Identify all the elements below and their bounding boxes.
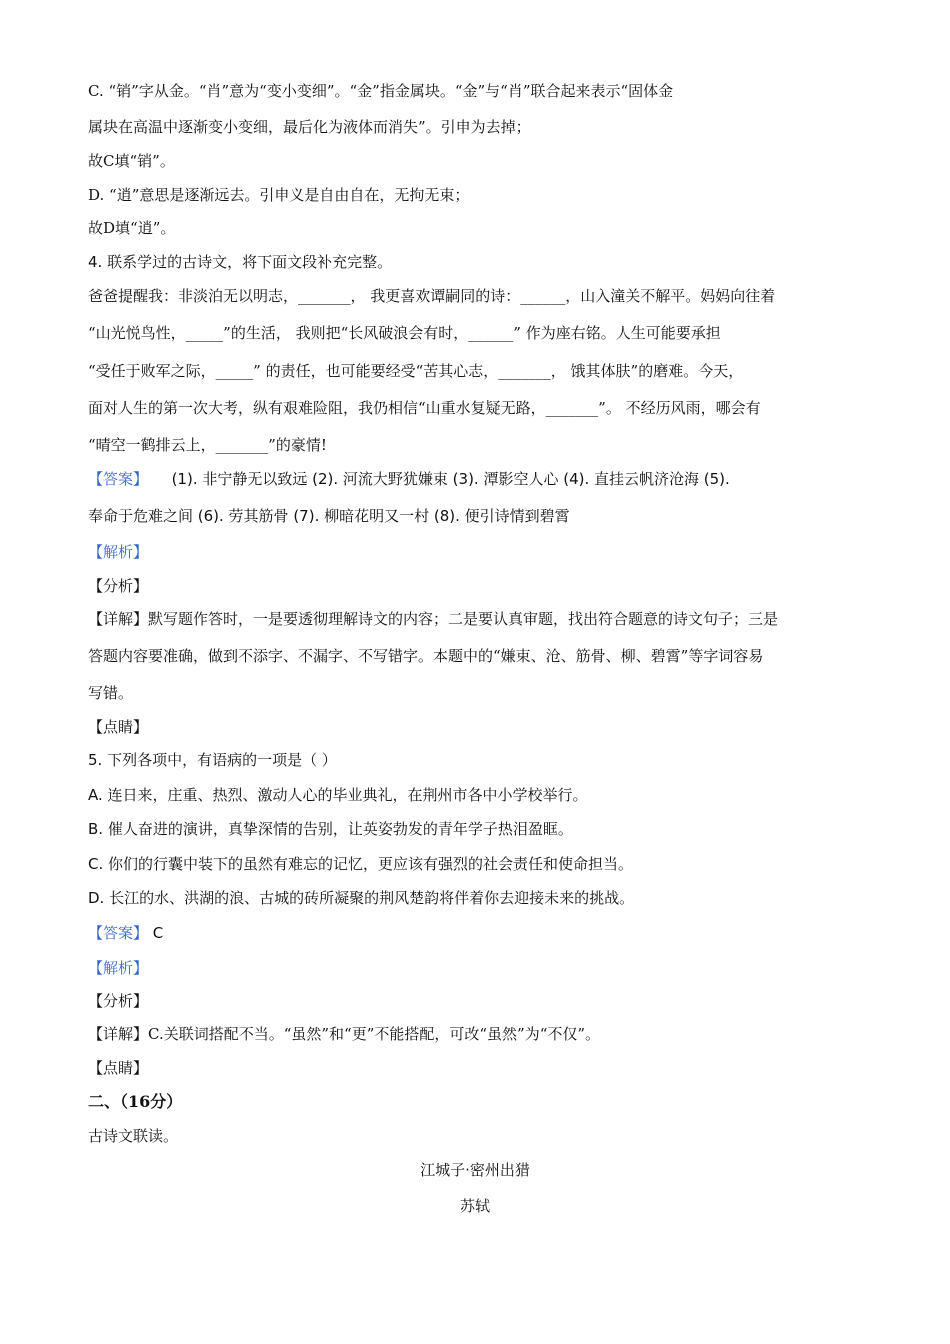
- q4-passage-line-1: 爸爸提醒我：非淡泊无以明志，_______， 我更喜欢谭嗣同的诗：______，山入潼关不解平。妈妈向往着: [88, 287, 776, 305]
- q4-passage-line-2: “山光悦鸟性，_____”的生活， 我则把“长风破浪会有时，______” 作为座右铭。人生可能要承担: [88, 324, 721, 342]
- question-4-title: 4. 联系学过的古诗文，将下面文段补充完整。: [88, 253, 393, 271]
- q4-jiexi-label: 【解析】: [88, 543, 149, 561]
- q5-dianjing-label: 【点睛】: [88, 1059, 149, 1077]
- section-2-intro: 古诗文联读。: [88, 1127, 179, 1145]
- q5-jiexi-label: 【解析】: [88, 959, 149, 977]
- q4-passage-line-5: “晴空一鹤排云上，_______”的豪情!: [88, 436, 327, 454]
- section-2-heading: 二、（16分）: [88, 1092, 183, 1111]
- q5-detail: 【详解】C.关联词搭配不当。“虽然”和“更”不能搭配，可改“虽然”为“不仅”。: [88, 1025, 601, 1043]
- q5-option-b: B. 催人奋进的演讲，真挚深情的告别，让英姿勃发的青年学子热泪盈眶。: [88, 820, 573, 838]
- q4-passage-line-4: 面对人生的第一次大考，纵有艰难险阻，我仍相信“山重水复疑无路，_______”。 不经历风雨，哪会有: [88, 399, 761, 417]
- question-5-title: 5. 下列各项中，有语病的一项是（ ）: [88, 751, 337, 769]
- q4-detail-line-2: 答题内容要准确，做到不添字、不漏字、不写错字。本题中的“嫌束、沧、筋骨、柳、碧霄”等字词容易: [88, 647, 764, 665]
- option-d-conclusion: 故D填“逍”。: [88, 219, 176, 237]
- q4-fenxi-label: 【分析】: [88, 577, 149, 595]
- option-c-line-2: 属块在高温中逐渐变小变细，最后化为液体而消失”。引申为去掉；: [88, 118, 531, 136]
- q4-passage-line-3: “受任于败军之际，_____” 的责任，也可能要经受“苦其心志，_______， 饿其体肤”的磨难。今天，: [88, 362, 744, 380]
- option-d-line: D. “逍”意思是逐渐远去。引申义是自由自在，无拘无束；: [88, 186, 470, 204]
- q4-answer-line-1: [88, 468, 870, 490]
- poem-author: 苏轼: [459, 1197, 490, 1215]
- option-c-line-1: C. “销”字从金。“肖”意为“变小变细”。“金”指金属块。“金”与“肖”联合起来表示“固体金: [88, 82, 674, 100]
- q4-answer-text-1: (1). 非宁静无以致远 (2). 河流大野犹嫌束 (3). 潭影空人心 (4). 直挂云帆济沧海 (5).: [171, 470, 730, 488]
- q4-detail-line-1: 【详解】默写题作答时，一是要透彻理解诗文的内容；二是要认真审题，找出符合题意的诗文句子；三是: [88, 610, 779, 628]
- q5-option-a: A. 连日来，庄重、热烈、激动人心的毕业典礼，在荆州市各中小学校举行。: [88, 786, 588, 804]
- q4-answer-line-2: 奉命于危难之间 (6). 劳其筋骨 (7). 柳暗花明又一村 (8). 便引诗情到碧霄: [88, 507, 570, 525]
- q5-option-d: D. 长江的水、洪湖的浪、古城的砖所凝聚的荆风楚韵将伴着你去迎接未来的挑战。: [88, 889, 635, 907]
- q4-detail-line-3: 写错。: [88, 684, 134, 702]
- q5-answer-line: [88, 922, 870, 944]
- q5-option-c: C. 你们的行囊中装下的虽然有难忘的记忆，更应该有强烈的社会责任和使命担当。: [88, 855, 634, 873]
- q5-fenxi-label: 【分析】: [88, 992, 149, 1010]
- q4-dianjing-label: 【点睛】: [88, 718, 149, 736]
- option-c-conclusion: 故C填“销”。: [88, 152, 175, 170]
- answer-label: 【答案】: [88, 470, 149, 488]
- poem-title: 江城子·密州出猎: [420, 1161, 530, 1179]
- answer-label: 【答案】: [88, 924, 149, 942]
- q5-answer-value: C: [152, 924, 164, 942]
